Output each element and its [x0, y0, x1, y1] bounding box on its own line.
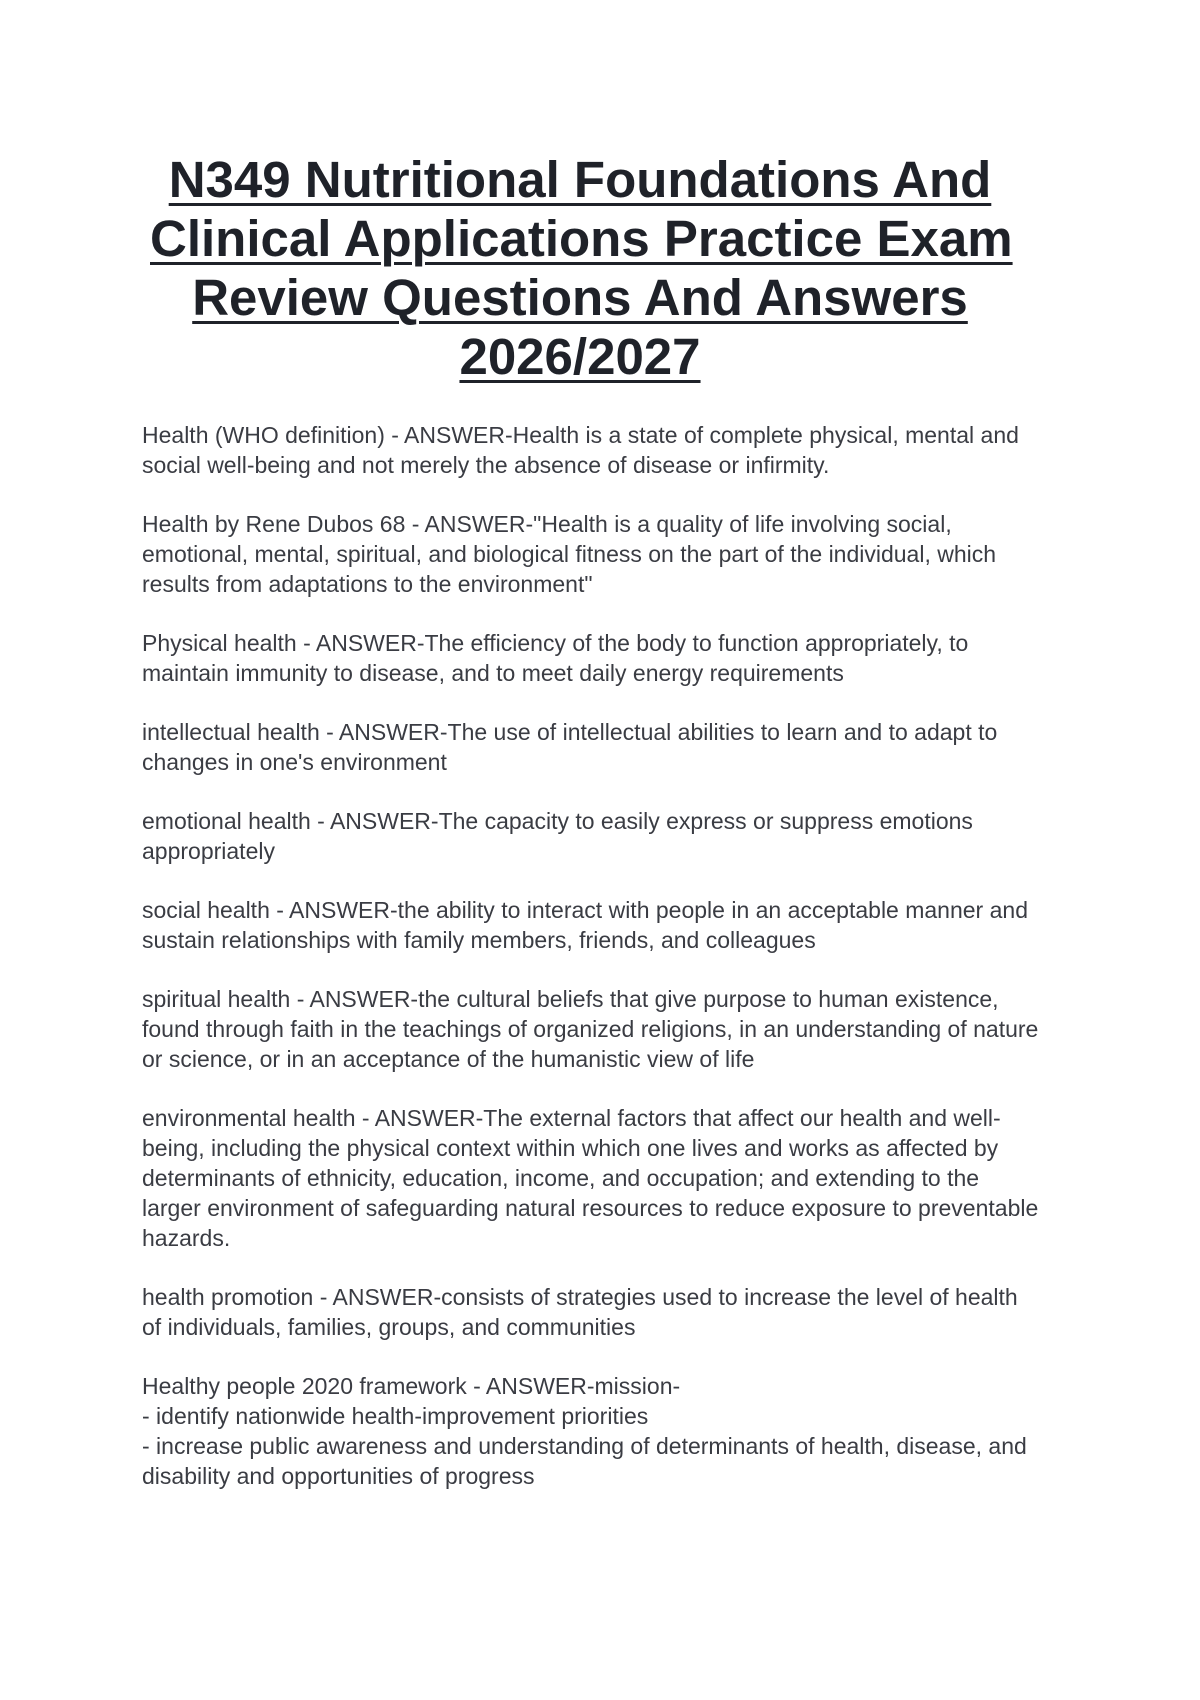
qa-text-line: - increase public awareness and understanding of determinants of health, disease, and	[142, 1433, 1027, 1459]
title-line: 2026/2027	[459, 328, 701, 385]
qa-text-line: intellectual health - ANSWER-The use of intellectual abilities to learn and to adapt to	[142, 719, 998, 745]
qa-text-line: hazards.	[142, 1225, 231, 1251]
qa-item	[142, 717, 1082, 777]
qa-text-line: spiritual health - ANSWER-the cultural beliefs that give purpose to human existence,	[142, 986, 999, 1012]
qa-text-line: of individuals, families, groups, and communities	[142, 1314, 636, 1340]
title-line: N349 Nutritional Foundations And	[168, 151, 992, 208]
qa-text-line: results from adaptations to the environment"	[142, 571, 593, 597]
qa-text-line: or science, or in an acceptance of the humanistic view of life	[142, 1046, 755, 1072]
qa-text-line: determinants of ethnicity, education, income, and occupation; and extending to the	[142, 1165, 980, 1191]
qa-text-line: Health (WHO definition) - ANSWER-Health is a state of complete physical, mental and	[142, 422, 1019, 448]
qa-item	[142, 806, 1082, 866]
qa-text-line: emotional, mental, spiritual, and biological fitness on the part of the individual, which	[142, 541, 997, 567]
qa-list	[142, 420, 1082, 1520]
qa-text-line: maintain immunity to disease, and to meet daily energy requirements	[142, 660, 844, 686]
qa-item	[142, 420, 1082, 480]
qa-text-line: Healthy people 2020 framework - ANSWER-mission-	[142, 1373, 681, 1399]
qa-text-line: sustain relationships with family members, friends, and colleagues	[142, 927, 816, 953]
qa-text-line: environmental health - ANSWER-The external factors that affect our health and well-	[142, 1105, 1001, 1131]
qa-text-line: social health - ANSWER-the ability to interact with people in an acceptable manner and	[142, 897, 1028, 923]
qa-text-line: social well-being and not merely the absence of disease or infirmity.	[142, 452, 830, 478]
qa-text-line: Health by Rene Dubos 68 - ANSWER-"Health is a quality of life involving social,	[142, 511, 952, 537]
qa-text-line: being, including the physical context within which one lives and works as affected by	[142, 1135, 999, 1161]
qa-item	[142, 1103, 1082, 1253]
title-line: Clinical Applications Practice Exam	[150, 210, 1013, 267]
qa-text-line: Physical health - ANSWER-The efficiency of the body to function appropriately, to	[142, 630, 969, 656]
qa-text-line: larger environment of safeguarding natural resources to reduce exposure to preventable	[142, 1195, 1039, 1221]
qa-item	[142, 509, 1082, 599]
document-title	[150, 150, 1013, 386]
qa-text-line: - identify nationwide health-improvement priorities	[142, 1403, 649, 1429]
qa-item	[142, 628, 1082, 688]
qa-text-line: appropriately	[142, 838, 275, 864]
qa-text-line: health promotion - ANSWER-consists of strategies used to increase the level of health	[142, 1284, 1018, 1310]
title-line: Review Questions And Answers	[192, 269, 968, 326]
qa-item	[142, 1282, 1082, 1342]
qa-text-line: emotional health - ANSWER-The capacity to easily express or suppress emotions	[142, 808, 973, 834]
qa-item	[142, 984, 1082, 1074]
qa-item	[142, 1371, 1082, 1491]
qa-item	[142, 895, 1082, 955]
qa-text-line: changes in one's environment	[142, 749, 447, 775]
qa-text-line: disability and opportunities of progress	[142, 1463, 535, 1489]
qa-text-line: found through faith in the teachings of organized religions, in an understanding of nature	[142, 1016, 1039, 1042]
